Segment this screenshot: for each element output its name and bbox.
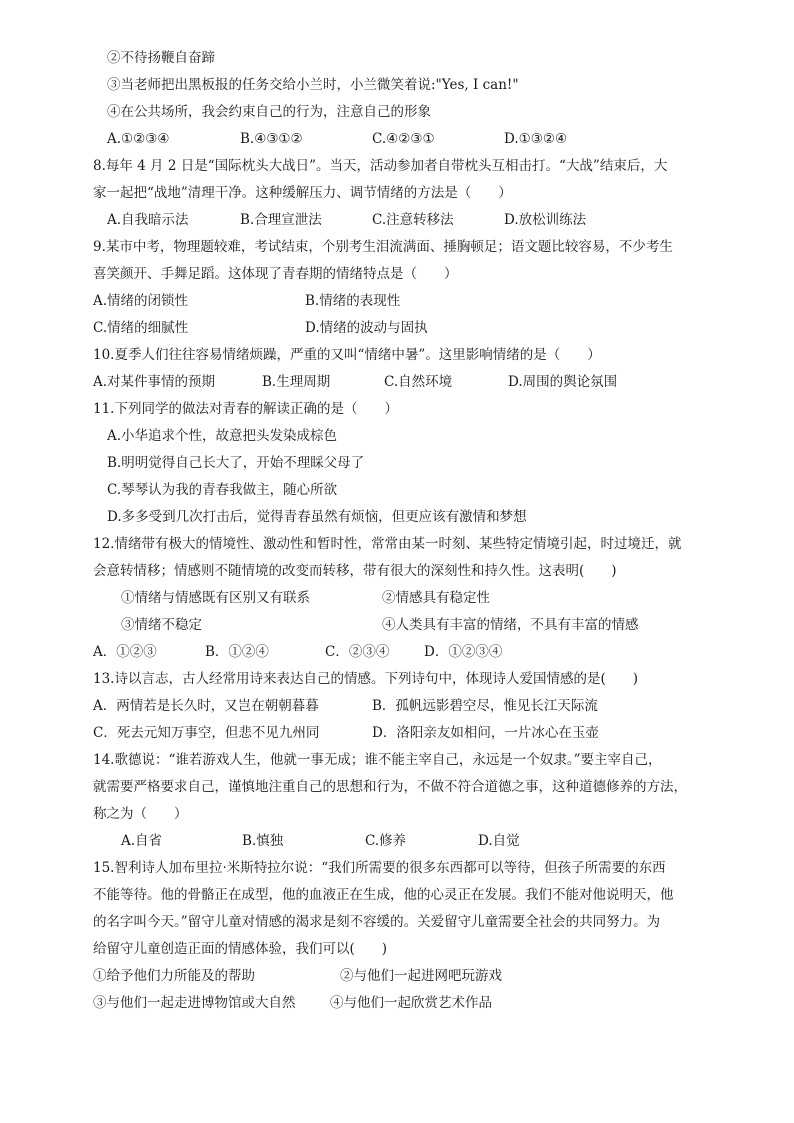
q7-option-a: A.①②③④ bbox=[107, 131, 170, 147]
q11-option-a: A.小华追求个性，故意把头发染成棕色 bbox=[107, 428, 338, 444]
q15-item-3: ③与他们一起走进博物馆或大自然 bbox=[93, 995, 296, 1011]
q15-stem-line-3: 的名字叫今天。”留守儿童对情感的渴求是刻不容缓的。关爱留守儿童需要全社会的共同努力。为 bbox=[93, 914, 661, 930]
q10-option-a: A.对某件事情的预期 bbox=[93, 374, 216, 390]
q15-item-2: ②与他们一起进网吧玩游戏 bbox=[340, 968, 502, 984]
q9-option-b: B.情绪的表现性 bbox=[305, 293, 401, 309]
q10-option-c: C.自然环境 bbox=[384, 374, 453, 390]
q7-item-3: ③当老师把出黑板报的任务交给小兰时，小兰微笑着说:"Yes, I can!" bbox=[107, 77, 519, 93]
q12-stem-line-2: 会意转情移；情感则不随情境的改变而转移，带有很大的深刻性和持久性。这表明( ) bbox=[93, 563, 617, 579]
q15-stem-line-2: 不能等待。他的骨骼正在成型，他的血液正在生成，他的心灵正在发展。我们不能对他说明天，他 bbox=[93, 887, 674, 903]
q9-option-c: C.情绪的细腻性 bbox=[93, 320, 189, 336]
q13-stem: 13.诗以言志，古人经常用诗来表达自己的情感。下列诗句中，体现诗人爱国情感的是( ) bbox=[93, 671, 639, 687]
q12-option-d: D．①②③④ bbox=[424, 644, 503, 660]
q7-option-c: C.④②③① bbox=[372, 131, 435, 147]
q14-stem-line-1: 14.歌德说：“谁若游戏人生，他就一事无成；谁不能主宰自己，永远是一个奴隶。”要主宰自己， bbox=[93, 752, 662, 768]
q14-option-a: A.自省 bbox=[121, 833, 163, 849]
q9-option-a: A.情绪的闭锁性 bbox=[93, 293, 189, 309]
q8-option-a: A.自我暗示法 bbox=[107, 212, 189, 228]
q15-item-1: ①给予他们力所能及的帮助 bbox=[93, 968, 255, 984]
q9-stem-line-2: 喜笑颜开、手舞足蹈。这体现了青春期的情绪特点是（ ） bbox=[93, 266, 458, 282]
q7-option-b: B.④③①② bbox=[240, 131, 303, 147]
q14-option-b: B.慎独 bbox=[242, 833, 284, 849]
q13-option-d: D．洛阳亲友如相问，一片冰心在玉壶 bbox=[372, 725, 599, 741]
q7-item-4: ④在公共场所，我会约束自己的行为，注意自己的形象 bbox=[107, 104, 431, 120]
q14-stem-line-3: 称之为（ ） bbox=[93, 806, 188, 822]
q12-stem-line-1: 12.情绪带有极大的情境性、激动性和暂时性，常常由某一时刻、某些特定情境引起，时过境迁，就 bbox=[93, 536, 682, 552]
q9-option-d: D.情绪的波动与固执 bbox=[305, 320, 428, 336]
q10-option-b: B.生理周期 bbox=[262, 374, 331, 390]
q7-item-2: ②不待扬鞭自奋蹄 bbox=[107, 50, 215, 66]
q13-option-a: A．两情若是长久时，又岂在朝朝暮暮 bbox=[93, 698, 319, 714]
q7-option-d: D.①③②④ bbox=[504, 131, 568, 147]
q8-option-c: C.注意转移法 bbox=[372, 212, 454, 228]
q10-option-d: D.周围的舆论氛围 bbox=[508, 374, 618, 390]
q8-stem-line-1: 8.每年 4 月 2 日是“国际枕头大战日”。当天，活动参加者自带枕头互相击打。“大战”结束后，大 bbox=[93, 158, 668, 174]
q13-option-c: C．死去元知万事空，但悲不见九州同 bbox=[93, 725, 320, 741]
q8-option-d: D.放松训练法 bbox=[504, 212, 587, 228]
q11-option-b: B.明明觉得自己长大了，开始不理睬父母了 bbox=[107, 455, 365, 471]
q12-option-b: B．①②④ bbox=[205, 644, 269, 660]
q15-stem-line-4: 给留守儿童创造正面的情感体验，我们可以( ) bbox=[93, 941, 388, 957]
q12-option-c: C．②③④ bbox=[325, 644, 390, 660]
q14-option-c: C.修养 bbox=[365, 833, 407, 849]
q8-stem-line-2: 家一起把“战地”清理干净。这种缓解压力、调节情绪的方法是（ ） bbox=[93, 185, 512, 201]
q12-item-4: ④人类具有丰富的情绪，不具有丰富的情感 bbox=[382, 617, 639, 633]
q8-option-b: B.合理宣泄法 bbox=[240, 212, 322, 228]
q11-option-c: C.琴琴认为我的青春我做主，随心所欲 bbox=[107, 482, 338, 498]
q12-option-a: A．①②③ bbox=[93, 644, 157, 660]
q12-item-1: ①情绪与情感既有区别又有联系 bbox=[121, 590, 310, 606]
q12-item-3: ③情绪不稳定 bbox=[121, 617, 202, 633]
q15-item-4: ④与他们一起欣赏艺术作品 bbox=[330, 995, 492, 1011]
q9-stem-line-1: 9.某市中考，物理题较难，考试结束，个别考生泪流满面、捶胸顿足；语文题比较容易，不少考生 bbox=[93, 239, 673, 255]
q15-stem-line-1: 15.智利诗人加布里拉·米斯特拉尔说：“我们所需要的很多东西都可以等待，但孩子所需要的东西 bbox=[93, 860, 666, 876]
q14-stem-line-2: 就需要严格要求自己，谨慎地注重自己的思想和行为，不做不符合道德之事，这种道德修养的方法， bbox=[93, 779, 687, 795]
q10-stem: 10.夏季人们往往容易情绪烦躁，严重的又叫“情绪中暑”。这里影响情绪的是（ ） bbox=[93, 347, 601, 363]
q14-option-d: D.自觉 bbox=[478, 833, 520, 849]
q11-option-d: D.多多受到几次打击后，觉得青春虽然有烦恼，但更应该有激情和梦想 bbox=[107, 509, 527, 525]
q13-option-b: B．孤帆远影碧空尽，惟见长江天际流 bbox=[372, 698, 598, 714]
q12-item-2: ②情感具有稳定性 bbox=[382, 590, 490, 606]
q11-stem: 11.下列同学的做法对青春的解读正确的是（ ） bbox=[93, 401, 398, 417]
